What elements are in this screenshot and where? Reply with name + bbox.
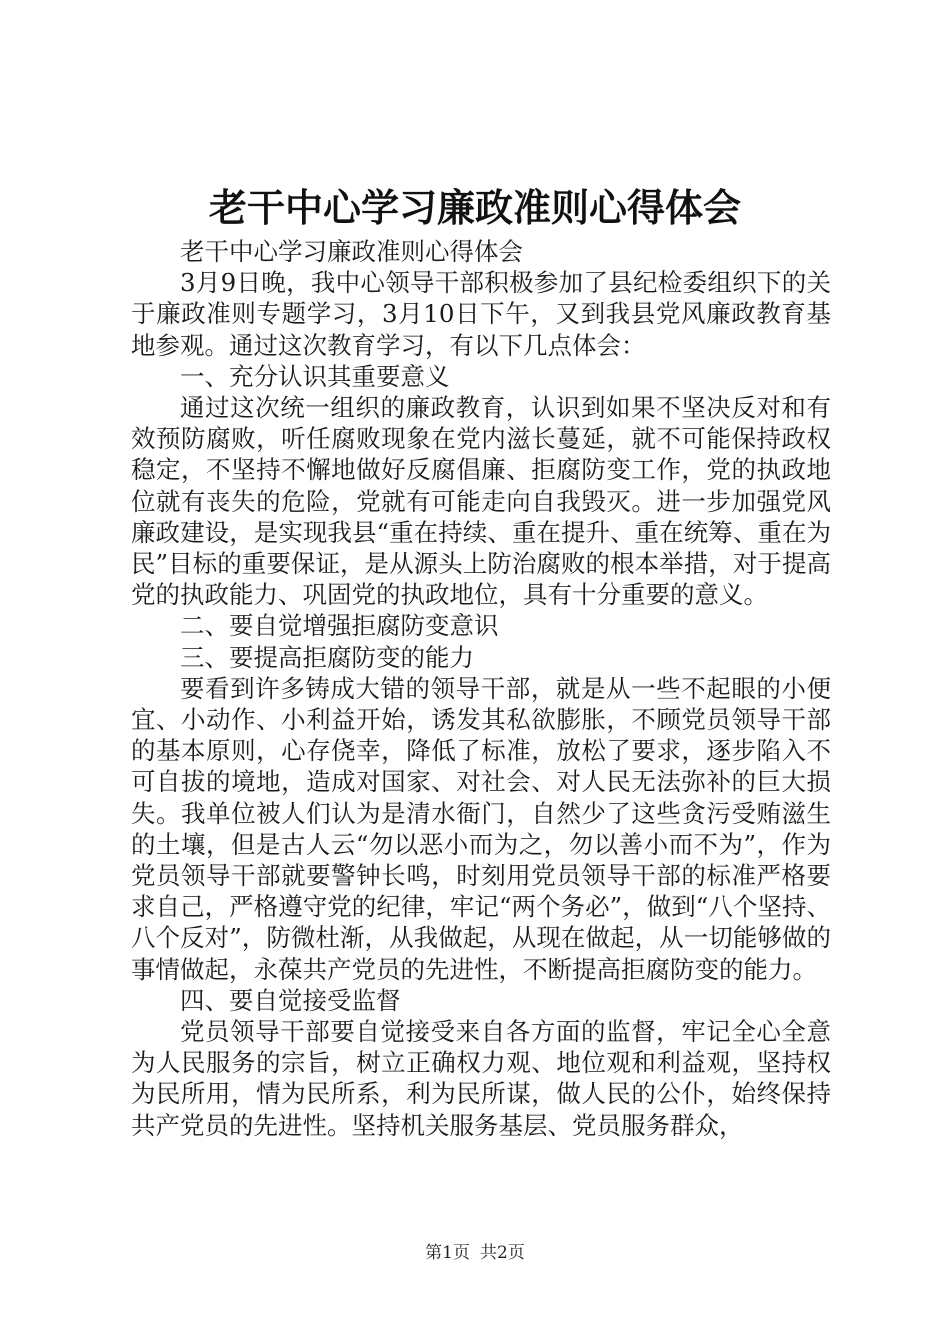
body-paragraph: 党员领导干部要自觉接受来自各方面的监督，牢记全心全意为人民服务的宗旨，树立正确权力观、地位观和利益观，坚持权为民所用，情为民所系，利为民所谋，做人民的公仆，始终保持共产党员的先进性。坚持机关服务基层、党员服务群众， — [131, 1017, 831, 1140]
section-heading-4: 四、要自觉接受监督 — [180, 985, 401, 1015]
document-title: 老干中心学习廉政准则心得体会 — [208, 185, 741, 230]
document-body — [131, 236, 831, 1141]
page-total: 共2页 — [480, 1243, 525, 1263]
subtitle-paragraph: 老干中心学习廉政准则心得体会 — [180, 237, 523, 266]
section-heading-3: 三、要提高拒腐防变的能力 — [180, 642, 474, 672]
body-paragraph: 要看到许多铸成大错的领导干部，就是从一些不起眼的小便宜、小动作、小利益开始，诱发其私欲膨胀，不顾党员领导干部的基本原则，心存侥幸，降低了标准，放松了要求，逐步陷入不可自拔的境地，造成对国家、对社会、对人民无法弥补的巨大损失。我单位被人们认为是清水衙门，自然少了这些贪污受贿滋生的土壤，但是古人云“勿以恶小而为之，勿以善小而不为”，作为党员领导干部就要警钟长鸣，时刻用党员领导干部的标准严格要求自己，严格遵守党的纪律，牢记“两个务必”，做到“八个坚持、八个反对”，防微杜渐，从我做起，从现在做起，从一切能够做的事情做起，永葆共产党员的先进性，不断提高拒腐防变的能力。 — [131, 673, 831, 984]
section-heading-1: 一、充分认识其重要意义 — [180, 361, 450, 391]
page-number: 第1页 — [425, 1243, 470, 1263]
section-heading-2: 二、要自觉增强拒腐防变意识 — [180, 611, 499, 641]
intro-paragraph: 3月9日晚，我中心领导干部积极参加了县纪检委组织下的关于廉政准则专题学习，3月10日下午，又到我县党风廉政教育基地参观。通过这次教育学习，有以下几点体会： — [131, 268, 831, 360]
body-paragraph: 通过这次统一组织的廉政教育，认识到如果不坚决反对和有效预防腐败，听任腐败现象在党内滋长蔓延，就不可能保持政权稳定，不坚持不懈地做好反腐倡廉、拒腐防变工作，党的执政地位就有丧失的危险，党就有可能走向自我毁灭。进一步加强党风廉政建设，是实现我县“重在持续、重在提升、重在统筹、重在为民”目标的重要保证，是从源头上防治腐败的根本举措，对于提高党的执政能力、巩固党的执政地位，具有十分重要的意义。 — [131, 393, 831, 610]
page-footer — [0, 1241, 950, 1265]
